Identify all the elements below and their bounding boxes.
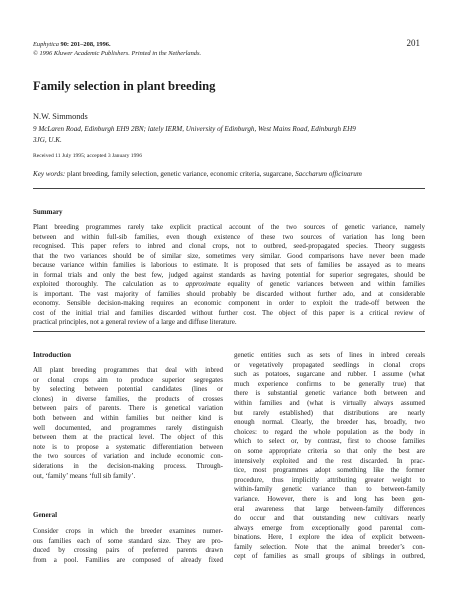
text-line: because variance within families is laborious to estimate. It is proposed that sets of families be assayed as to means (33, 261, 425, 269)
introduction-heading: Introduction (33, 351, 71, 359)
author-affiliation (33, 124, 425, 146)
summary-text (33, 223, 425, 328)
text-line: economy. Sensible decision-making requires an economic component in order to exploit the trade-off between the (33, 299, 425, 307)
text-line: always emerge from exceptionally good parental com- (234, 523, 425, 532)
text-line: is important. The vast majority of families should probably be discarded without further ado, and at considerable (33, 289, 425, 298)
right-column-text (234, 351, 425, 562)
text-line: both between and within families but neither kind is (33, 413, 223, 422)
text-line: by selecting between potential candidates (lines or (33, 385, 223, 394)
text-line: much experience confirms to be generally true) that (234, 379, 425, 388)
journal-name: Euphytica (33, 41, 59, 48)
text-line: duced by crossing pairs of preferred parents drawn (33, 546, 223, 555)
text-line: in formal trials and only the best few, judged against standards as having potential for superior segregates, should be (33, 270, 425, 279)
affiliation-line: 9 McLaren Road, Edinburgh EH9 2BN; lately IERM, University of Edinburgh, West Mains Road, Edinburgh EH9 (33, 125, 356, 133)
text-line: on some appropriate criteria so that only the best are (234, 446, 425, 455)
text-line: eral awareness that large between-family differences (234, 504, 425, 513)
text-line: there is substantial genetic variance both between and (234, 389, 425, 398)
text-line: family selection. Note that the animal breeder’s con- (234, 542, 425, 551)
text-line: Plant breeding programmes rarely take explicit practical account of the two sources of genetic variance, namely (33, 223, 425, 231)
text-line: practical principles, not a general review of a large and diffuse literature. (33, 318, 237, 326)
article-title: Family selection in plant breeding (33, 79, 216, 93)
affiliation-line: 3JG, U.K. (33, 136, 62, 144)
text-line: within families and (what is virtually always assumed (234, 398, 425, 407)
received-dates: Received 11 July 1995; accepted 3 January 1996 (33, 153, 142, 159)
text-line: enough normal. Clearly, the breeder has, broadly, two (234, 418, 425, 427)
text-line: that the two variances should be of similar size, sometimes very similar. Good comparisons have never been made (33, 251, 425, 260)
text-line: between pairs of parents. There is genetical variation (33, 404, 223, 413)
section-divider (33, 331, 425, 332)
text-line: do occur and that outstanding new cultivars nearly (234, 514, 425, 523)
text-line: between them at the practical level. The object of this (33, 433, 223, 442)
author-name: N.W. Simmonds (33, 112, 88, 121)
text-line: or clonal crops aim to produce superior segregates (33, 375, 223, 384)
text-line: variance. However, there is and long has been gen- (234, 494, 425, 503)
text-line: such as potatoes, sugarcane and rubber. I assume (what (234, 370, 425, 379)
keywords (33, 170, 425, 179)
text-line: siderations in the decision-making process. Through- (33, 461, 223, 470)
journal-volume-pages: 90: 201–208, 1996. (60, 41, 111, 48)
general-heading: General (33, 511, 58, 519)
page-number: 201 (406, 38, 420, 48)
general-text (33, 527, 223, 565)
keywords-label: Key words: (33, 170, 66, 178)
text-line: cept of families as small groups of siblings in outbred, (234, 552, 425, 561)
journal-citation (33, 40, 425, 49)
text-line: binations. Here, I explore the idea of explicit between- (234, 533, 425, 542)
text-line: exploited thoroughly. The calculation as to approximate equality of genetic variances between and within families (33, 280, 425, 288)
text-line: intensively exploited and the rest discarded. In prac- (234, 456, 425, 465)
text-line: choices: to regard the whole population as the body in (234, 427, 425, 436)
text-line: out, ‘family’ means ‘full sib family’. (33, 471, 136, 480)
text-line: cost of the initial trial and families discarded without further cost. The object of this paper is a critical review of (33, 308, 425, 317)
introduction-text (33, 366, 223, 481)
summary-heading: Summary (33, 208, 63, 216)
text-line: between and within full-sib families, even though existence of these two sources of variation has long been (33, 232, 425, 241)
text-line: tice, most programmes adopt something like the former (234, 466, 425, 475)
text-line: clones) in diverse families, the products of crosses (33, 394, 223, 403)
text-line: All plant breeding programmes that deal with inbred (33, 366, 223, 374)
text-line: Consider crops in which the breeder examines numer- (33, 527, 223, 535)
copyright-line: © 1996 Kluwer Academic Publishers. Printed in the Netherlands. (33, 50, 202, 57)
text-line: genetic entities such as sets of lines in inbred cereals (234, 351, 425, 359)
keywords-species: Saccharum officinarum (295, 170, 362, 178)
keywords-text: plant breeding, family selection, genetic variance, economic criteria, sugarcane, (67, 170, 294, 178)
text-line: but rarely established) that distributions are nearly (234, 408, 425, 417)
text-line: well documented, and programmes rarely distinguish (33, 423, 223, 432)
text-line: or vegetatively propagated seedlings in clonal crops (234, 360, 425, 369)
text-line: recognised. This paper refers to inbred and clonal crops, not to outbred, seed-propagated species. Theory suggests (33, 242, 425, 250)
text-line: which to select or, by contrast, first to choose families (234, 437, 425, 446)
text-line: from a pool. Families are composed of already fixed (33, 555, 223, 564)
text-line: procedure, thus implicitly attributing greater weight to (234, 475, 425, 484)
text-line: within-family genetic variance than to between-family (234, 485, 425, 494)
text-line: ous families each of some standard size. They are pro- (33, 536, 223, 545)
text-line: the two sources of variation and include economic con- (33, 452, 223, 461)
text-line: note is to propose a systematic differentiation between (33, 442, 223, 451)
section-divider (33, 188, 425, 189)
journal-header (33, 40, 425, 58)
